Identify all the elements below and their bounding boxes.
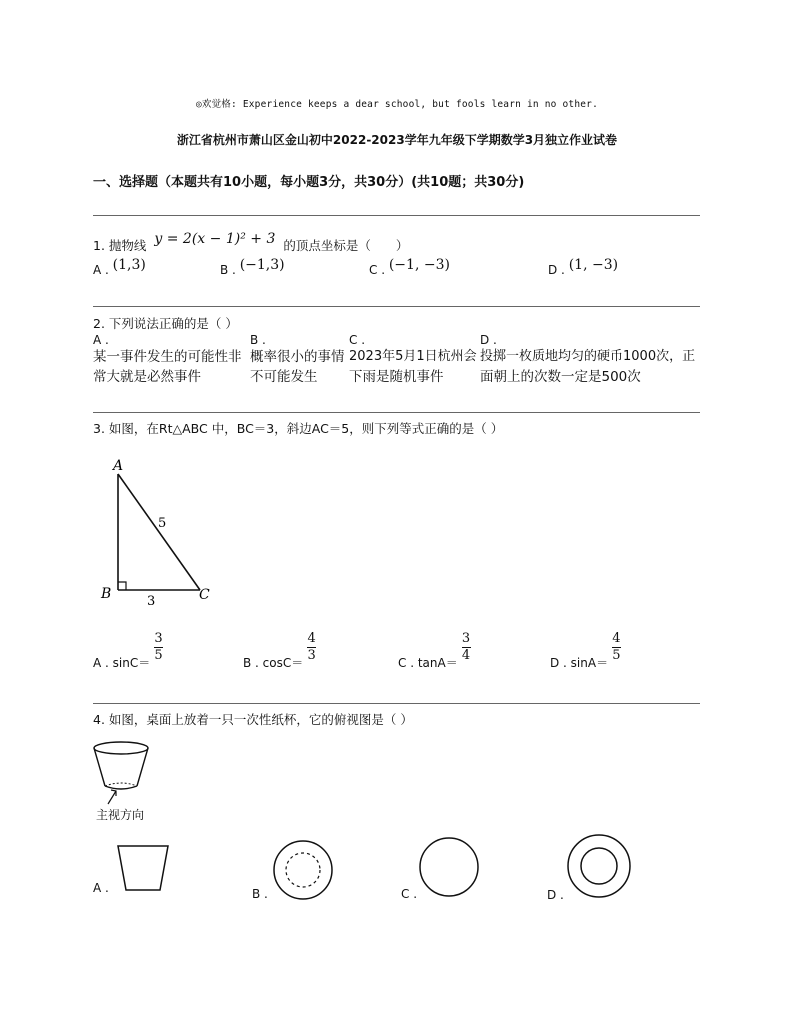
option-value: (−1, −3) (388, 257, 450, 273)
option-text: 2023年5月1日杭州会 (349, 349, 477, 364)
cup-side-left (94, 748, 105, 786)
q4-option-a-label[interactable]: A . (93, 881, 109, 895)
q1-option-d[interactable] (548, 257, 619, 278)
divider (93, 703, 700, 704)
q4-option-b-circles[interactable] (270, 837, 336, 903)
cup-bottom-front (105, 786, 137, 789)
option-label: A . sinC＝ (93, 656, 151, 670)
option-text: 下雨是随机事件 (349, 369, 444, 385)
numerator: 3 (154, 631, 163, 646)
q4-option-c-label[interactable]: C . (401, 887, 418, 901)
outer-circle (568, 835, 630, 897)
q3-option-a[interactable] (93, 631, 163, 670)
q1-option-b[interactable] (220, 257, 285, 278)
denominator: 4 (461, 648, 471, 663)
option-label: C . tanA＝ (398, 656, 458, 670)
divider (93, 215, 700, 216)
option-text: 常大就是必然事件 (93, 369, 201, 385)
q1-option-c[interactable] (369, 257, 450, 278)
denominator: 3 (307, 648, 316, 663)
divider (93, 306, 700, 307)
motto: ◎欢觉格: Experience keeps a dear school, but fools learn in no other. (195, 99, 599, 110)
inner-dashed-circle (286, 853, 320, 887)
q3-option-c[interactable] (398, 631, 471, 670)
q2-stem: 2. 下列说法正确的是（ ） (93, 316, 238, 331)
vertex-b-label: B (101, 586, 112, 602)
base-label: 3 (147, 594, 156, 609)
vertex-c-label: C (199, 587, 210, 603)
side-ac (118, 474, 200, 590)
page-title: 浙江省杭州市萧山区金山初中2022-2023学年九年级下学期数学3月独立作业试卷 (176, 133, 618, 147)
paper-cup-figure (88, 738, 158, 808)
q2-option-c[interactable] (349, 333, 477, 387)
vertex-a-label: A (113, 458, 124, 474)
denominator: 5 (154, 648, 163, 663)
option-label: B . cosC＝ (243, 656, 304, 670)
view-direction-label: 主视方向 (96, 808, 145, 822)
q4-option-d-concentric[interactable] (564, 832, 634, 902)
q3-option-d[interactable] (550, 631, 621, 670)
numerator: 3 (461, 631, 471, 646)
option-text: 面朝上的次数一定是500次 (480, 369, 641, 385)
q4-option-b-label[interactable]: B . (252, 887, 268, 901)
cup-bottom-back (105, 783, 137, 786)
cup-rim (94, 742, 148, 754)
q2-option-d[interactable] (480, 333, 702, 387)
option-text: 投掷一枚质地均匀的硬币1000次，正 (480, 349, 696, 364)
q1-stem (93, 231, 409, 254)
q1-option-a[interactable] (93, 257, 146, 278)
option-text: 某一事件发生的可能性非 (93, 349, 242, 365)
q4-option-a-trapezoid[interactable] (114, 842, 174, 894)
q4-option-d-label[interactable]: D . (547, 888, 564, 902)
single-circle (420, 838, 478, 896)
view-arrow (108, 791, 116, 804)
divider (93, 412, 700, 413)
denominator: 5 (612, 648, 621, 663)
option-value: (1,3) (112, 257, 146, 273)
q4-option-c-circle[interactable] (416, 834, 482, 900)
fraction (462, 632, 471, 663)
option-label: C . (349, 333, 366, 347)
option-label: D . sinA＝ (550, 656, 609, 670)
option-text: 不可能发生 (250, 369, 318, 385)
option-label: C . (369, 263, 386, 277)
option-value: (−1,3) (239, 257, 285, 273)
option-label: D . (480, 333, 497, 347)
numerator: 4 (307, 631, 316, 646)
q1-formula: y = 2(x − 1)² + 3 (154, 231, 276, 247)
option-label: B . (220, 263, 236, 277)
option-value: (1, −3) (568, 257, 619, 273)
inner-circle (581, 848, 617, 884)
option-label: B . (250, 333, 266, 347)
q4-stem: 4. 如图，桌面上放着一只一次性纸杯，它的俯视图是（ ） (93, 712, 413, 727)
option-label: D . (548, 263, 565, 277)
cup-side-right (137, 748, 148, 786)
option-label: A . (93, 333, 109, 347)
triangle-figure (95, 450, 225, 610)
q1-prefix: 1. 抛物线 (93, 238, 147, 253)
section-heading: 一、选择题（本题共有10小题，每小题3分，共30分）(共10题；共30分) (93, 175, 525, 190)
option-text: 概率很小的事情 (250, 349, 345, 365)
outer-circle (274, 841, 332, 899)
q3-option-b[interactable] (243, 631, 316, 670)
fraction (612, 632, 621, 663)
hypotenuse-label: 5 (158, 516, 167, 531)
right-angle-mark (118, 582, 126, 590)
option-label: A . (93, 263, 109, 277)
fraction (154, 632, 163, 663)
q2-option-a[interactable] (93, 333, 248, 387)
q3-stem: 3. 如图，在Rt△ABC 中，BC＝3，斜边AC＝5，则下列等式正确的是（ ） (93, 421, 504, 436)
fraction (307, 632, 316, 663)
numerator: 4 (612, 631, 621, 646)
q2-option-b[interactable] (250, 333, 348, 387)
q1-suffix: 的顶点坐标是（ ） (283, 238, 409, 253)
trapezoid-shape (118, 846, 168, 890)
